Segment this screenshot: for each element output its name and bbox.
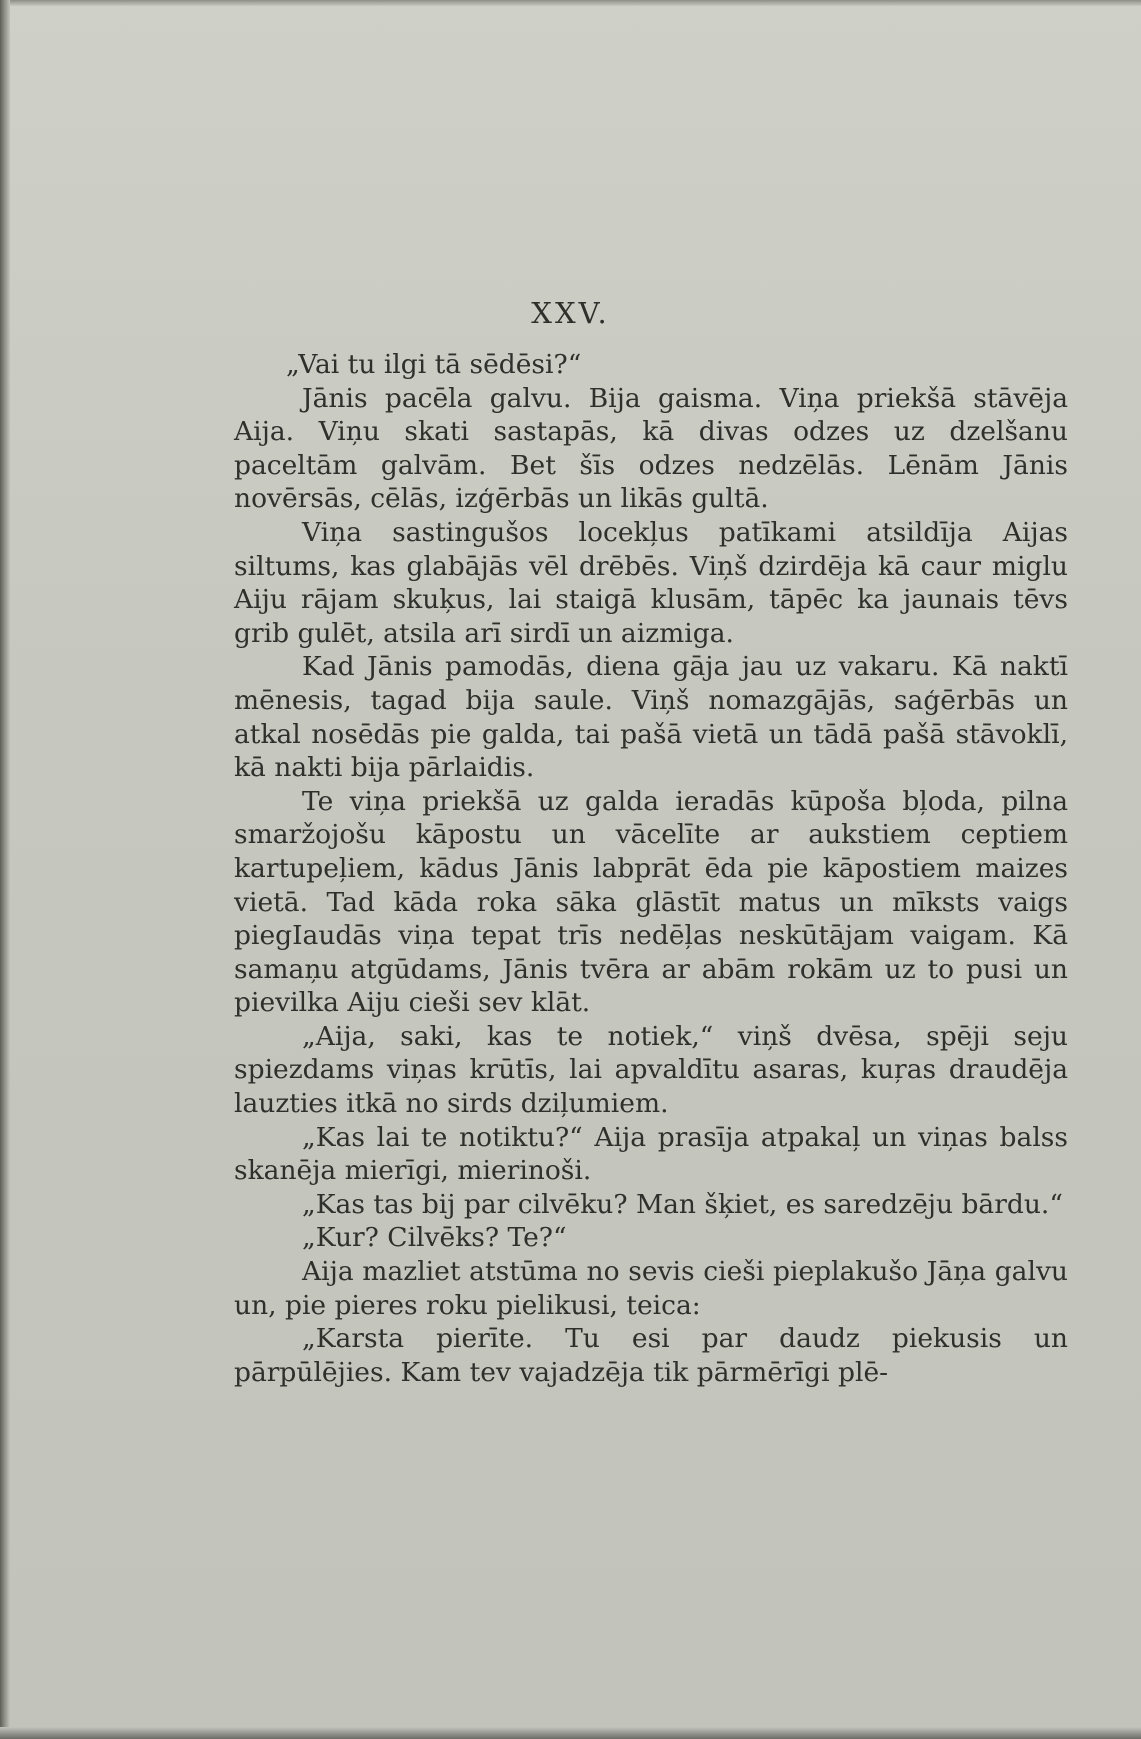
page-bottom-edge (0, 1727, 1141, 1739)
paragraph: Jānis pacēla galvu. Bija gaisma. Viņa priekšā stāvēja Aija. Viņu skati sastapās, kā divas odzes uz dzelšanu paceltām galvām. Bet šīs odzes nedzēlās. Lēnām Jānis novērsās, cēlās, izģērbās un likās gultā. (234, 382, 1068, 515)
paragraph: Viņa sastingušos locekļus patīkami atsildīja Aijas siltums, kas glabājās vēl drēbēs. Viņš dzirdēja kā caur miglu Aiju rājam skuķus, lai staigā klusām, tāpēc ka jaunais tēvs grib gulēt, atsila arī sirdī un aizmiga. (234, 516, 1068, 649)
paragraph: Aija mazliet atstūma no sevis cieši pieplakušo Jāņa galvu un, pie pieres roku pielikusi, teica: (234, 1256, 1068, 1321)
paragraph: „Vai tu ilgi tā sēdēsi?“ (286, 349, 582, 380)
paragraph: „Karsta pierīte. Tu esi par daudz piekusis un pārpūlējies. Kam tev vajadzēja tik pārmērīgi plē- (234, 1323, 1068, 1388)
page-top-edge (0, 0, 1141, 6)
paragraph: „Aija, saki, kas te notiek,“ viņš dvēsa, spēji seju spiezdams viņas krūtīs, lai apvaldītu asaras, kuŗas draudēja lauzties itkā no sirds dziļumiem. (234, 1020, 1068, 1120)
paragraph: „Kas lai te notiktu?“ Aija prasīja atpakaļ un viņas balss skanēja mierīgi, mierinoši. (234, 1121, 1068, 1187)
page-body-text (234, 348, 1068, 1389)
paragraph: Kad Jānis pamodās, diena gāja jau uz vakaru. Kā naktī mēnesis, tagad bija saule. Viņš nomazgājās, saģērbās un atkal nosēdās pie galda, tai pašā vietā un tādā pašā stāvoklī, kā nakti bija pārlaidis. (234, 651, 1068, 784)
chapter-heading: XXV. (531, 296, 610, 330)
paragraph: „Kas tas bij par cilvēku? Man šķiet, es saredzēju bārdu.“ (302, 1188, 1063, 1220)
page-binding-edge (0, 0, 10, 1739)
paragraph: Te viņa priekšā uz galda ieradās kūpoša bļoda, pilna smaržojošu kāpostu un vācelīte ar aukstiem ceptiem kartupeļiem, kādus Jānis labprāt ēda pie kāpostiem maizes vietā. Tad kāda roka sāka glāstīt matus un mīksts vaigs piegIaudās viņa tepat trīs nedēļas neskūtājam vaigam. Kā samaņu atgūdams, Jānis tvēra ar abām rokām uz to pusi un pievilka Aiju cieši sev klāt. (234, 785, 1068, 1019)
paragraph: „Kur? Cilvēks? Te?“ (302, 1222, 567, 1254)
